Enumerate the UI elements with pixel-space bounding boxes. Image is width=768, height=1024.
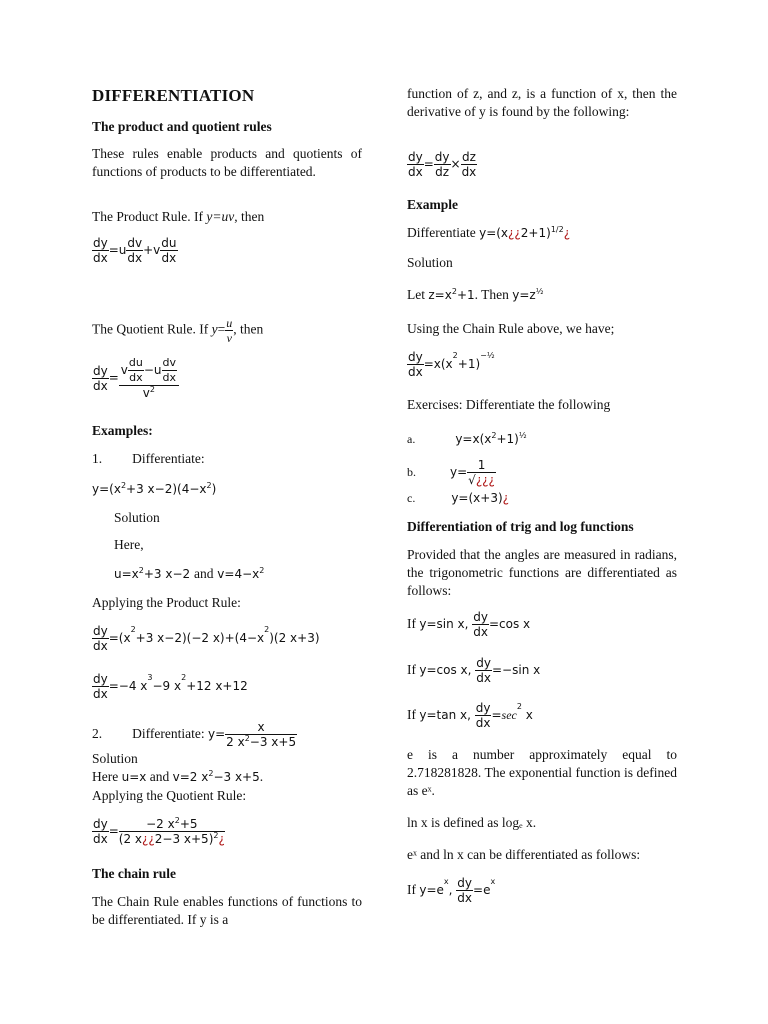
chain-rule-result: $\frac{dy}{dx}$ $=x(x^2+1)^{-\frac{1}{2}}$ — [408, 350, 495, 379]
applying-quotient-rule: Applying the Quotient Rule: — [92, 788, 247, 803]
heading-product-quotient: The product and quotient rules — [92, 119, 272, 134]
example-2-heading: 2. Differentiate: y= $\frac{x}{2 x^2-3 x+5}$ — [92, 720, 297, 749]
ln-definition: ln x is defined as logₑ x. — [407, 815, 537, 830]
heading-chain-rule: The chain rule — [92, 866, 177, 881]
uv-definition: $u=x^2+3$ x−2 and $v=4-x^2$ — [114, 566, 265, 581]
applying-product-rule: Applying the Product Rule: — [92, 595, 241, 610]
quotient-rule-formula: $\frac{dy}{dx}$ = v $\frac{du}{dx}$ −u $\frac{dv}{dx}$ $v^2$ — [92, 356, 362, 400]
exercise-c: c. y=(x+3)¿ — [407, 491, 510, 505]
quotient-rule-result: $\frac{dy}{dx}$ = $\frac{-2 x^2+5}{(2 x¿¿2-3 x+5)^2¿}$ — [93, 816, 225, 846]
ex-ln-intro: eˣ and ln x can be differentiated as follows: — [407, 847, 641, 862]
using-chain-rule: Using the Chain Rule above, we have; — [407, 321, 615, 336]
quotient-rule-statement: The Quotient Rule. If y= $\frac{u}{v}$ , then — [92, 316, 264, 345]
exp-derivative: If $y=e^x$, $\frac{dy}{dx}$ $=e^x$ — [407, 876, 496, 905]
solution-2-label: Solution — [92, 751, 138, 766]
chain-rule-formula: $\frac{dy}{dx}$ = $\frac{dy}{dz}$ × $\frac{dz}{dx}$ — [408, 150, 477, 179]
document-title: DIFFERENTIATION — [92, 86, 255, 105]
product-rule-result: $\frac{dy}{dx}$ =−4 $x^3-9$ $x^2+12$ x+12 — [93, 672, 248, 701]
exercises-heading: Exercises: Differentiate the following — [407, 397, 611, 412]
product-rule-statement: The Product Rule. If y=uv, then — [92, 209, 265, 224]
here-2-text: Here u=x and v=2 $x^2-3$ x+5. — [92, 769, 264, 784]
product-rule-formula: $\frac{dy}{dx}$ =u $\frac{dv}{dx}$ +v $\frac{du}{dx}$ — [93, 236, 177, 265]
exercise-b: b. y= $\frac{1}{√¿¿¿}$ — [407, 458, 495, 487]
product-rule-application: $\frac{dy}{dx}$ $=(x^2+3$ x−2)(−2 $x)+(4-x^2)(2$ x+3) — [93, 624, 320, 653]
intro-paragraph: These rules enable products and quotients of functions of products to be differentiated. — [92, 146, 362, 179]
solution-label: Solution — [114, 510, 160, 525]
example-1-heading: 1. Differentiate: — [92, 451, 205, 466]
here-label: Here, — [114, 537, 144, 552]
trig-sin: If y=sin x, $\frac{dy}{dx}$ =cos x — [407, 610, 531, 639]
substitution-line: Let $z=x^2+1$. Then $y=z^{\frac{1}{2}}$ — [407, 287, 544, 302]
example-statement: Differentiate y=(x¿¿2+1)$^{1/2}$¿ — [407, 225, 571, 240]
example-heading: Example — [407, 197, 459, 212]
example-1-equation: $y=(x^2+3$ $x-2)(4-x^2)$ — [92, 481, 217, 496]
heading-trig-log: Differentiation of trig and log functions — [407, 519, 634, 534]
exercise-a: a. $y=x(x^2+1)^{\frac{1}{2}}$ — [407, 431, 527, 446]
solution-label-right: Solution — [407, 255, 453, 270]
trig-intro: Provided that the angles are measured in radians, the trigonometric functions are differentiated as follows: — [407, 547, 677, 598]
e-definition: e is a number approximately equal to 2.718281828. The exponential function is defined as eˣ. — [407, 747, 677, 798]
chain-rule-continued: function of z, and z, is a function of x, then the derivative of y is found by the following: — [407, 86, 677, 119]
trig-tan: If y=tan x, $\frac{dy}{dx}$ $=\sec^2$ x — [407, 701, 533, 730]
chain-rule-intro: The Chain Rule enables functions of functions to be differentiated. If y is a — [92, 894, 362, 927]
trig-cos: If y=cos x, $\frac{dy}{dx}$ =−sin x — [407, 656, 541, 685]
examples-heading: Examples: — [92, 423, 153, 438]
